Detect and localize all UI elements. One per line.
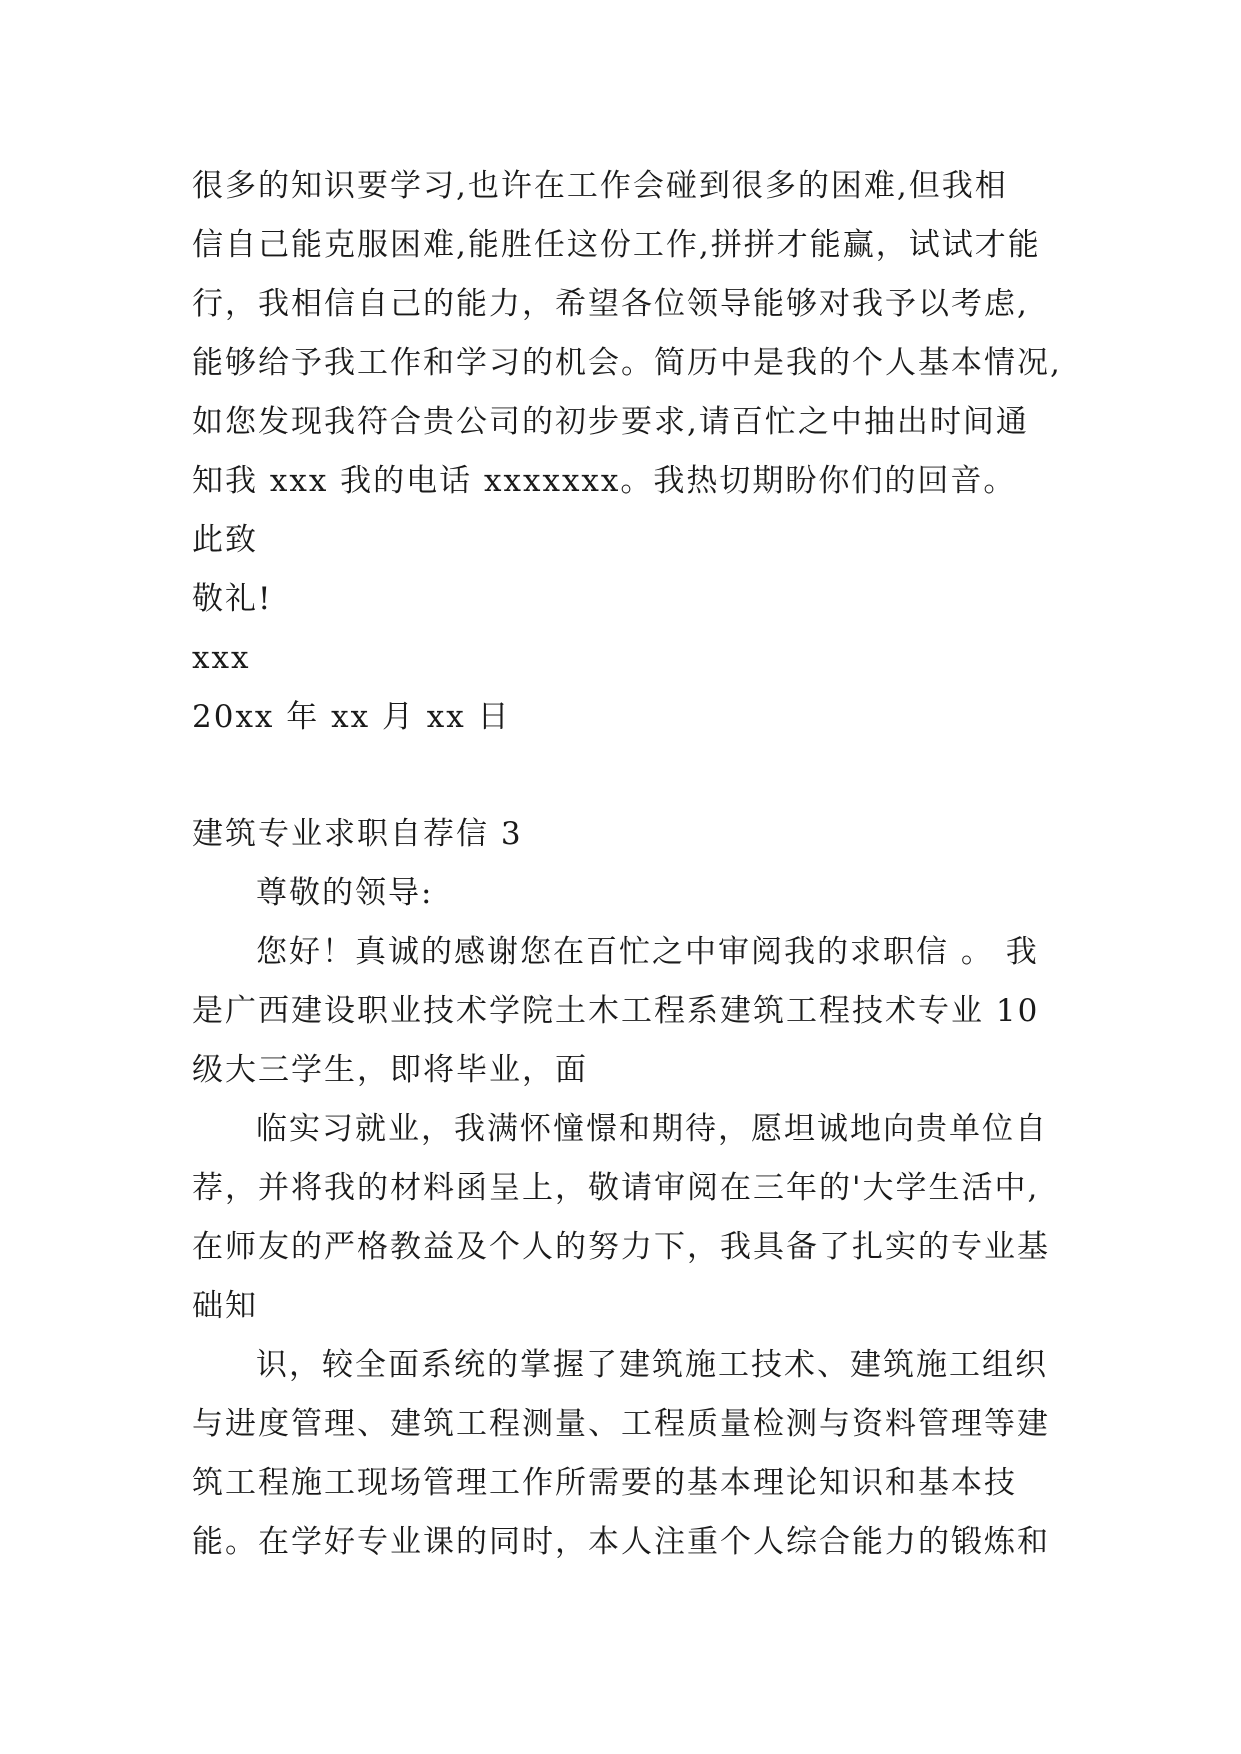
body-line: 临实习就业，我满怀憧憬和期待，愿坦诚地向贵单位自 <box>256 1111 1048 1147</box>
body-line: 识，较全面系统的掌握了建筑施工技术、建筑施工组织 <box>256 1347 1048 1383</box>
body-line: 筑工程施工现场管理工作所需要的基本理论知识和基本技 <box>192 1465 1017 1501</box>
closing-line: 敬礼! <box>192 581 273 617</box>
body-line: 行，我相信自己的能力，希望各位领导能够对我予以考虑, <box>192 286 1029 322</box>
body-line: 很多的知识要学习,也许在工作会碰到很多的困难,但我相 <box>192 168 1008 204</box>
body-line: 是广西建设职业技术学院土木工程系建筑工程技术专业 10 <box>192 993 1040 1029</box>
body-line: 础知 <box>192 1288 258 1324</box>
body-line: 能。在学好专业课的同时，本人注重个人综合能力的锻炼和 <box>192 1524 1050 1560</box>
body-line: 知我 xxx 我的电话 xxxxxxx。我热切期盼你们的回音。 <box>192 463 1017 499</box>
body-line: 级大三学生，即将毕业，面 <box>192 1052 588 1088</box>
signature: xxx <box>192 640 251 676</box>
salutation: 尊敬的领导: <box>256 875 434 911</box>
body-line: 荐，并将我的材料函呈上，敬请审阅在三年的'大学生活中, <box>192 1170 1040 1206</box>
body-line: 与进度管理、建筑工程测量、工程质量检测与资料管理等建 <box>192 1406 1050 1442</box>
letter-date: 20xx 年 xx 月 xx 日 <box>192 699 511 735</box>
section-title: 建筑专业求职自荐信 3 <box>192 816 523 852</box>
body-line: 信自己能克服困难,能胜任这份工作,拼拼才能赢，试试才能 <box>192 227 1041 263</box>
body-line: 在师友的严格教益及个人的努力下，我具备了扎实的专业基 <box>192 1229 1050 1265</box>
body-line: 能够给予我工作和学习的机会。简历中是我的个人基本情况, <box>192 345 1062 381</box>
body-line: 您好！真诚的感谢您在百忙之中审阅我的求职信 。 我 <box>256 934 1039 970</box>
closing-line: 此致 <box>192 522 258 558</box>
body-line: 如您发现我符合贵公司的初步要求,请百忙之中抽出时间通 <box>192 404 1029 440</box>
